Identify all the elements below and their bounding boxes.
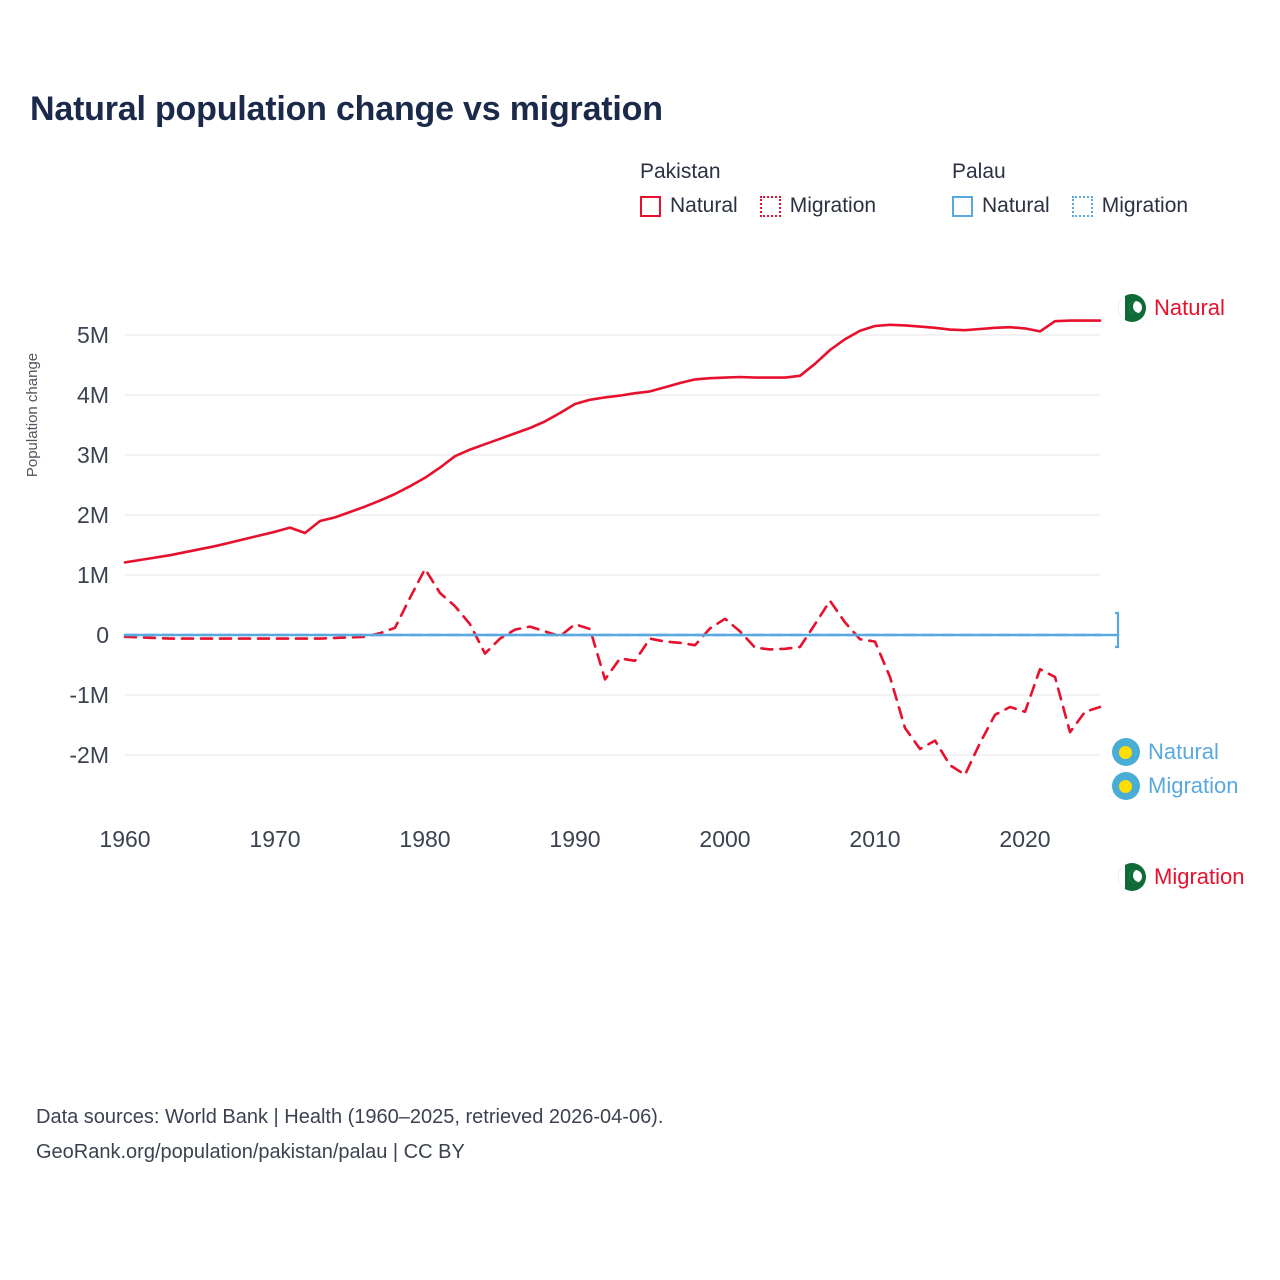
legend-item-pakistan-natural[interactable] (640, 194, 738, 218)
y-tick-label: -2M (69, 742, 109, 768)
legend-item-palau-natural[interactable] (952, 194, 1050, 218)
legend-group-title: Pakistan (640, 160, 721, 183)
legend-group-title: Palau (952, 160, 1006, 183)
footer-line-attribution: GeoRank.org/population/pakistan/palau | CC BY (36, 1141, 465, 1163)
x-tick-label: 1990 (549, 826, 601, 852)
footer (36, 1100, 663, 1170)
series-line (125, 321, 1100, 563)
x-tick-label: 1970 (249, 826, 301, 852)
y-axis-title: Population change (24, 352, 41, 478)
page-title: Natural population change vs migration (30, 90, 663, 128)
x-tick-label: 1980 (399, 826, 451, 852)
legend-item-palau-migration[interactable] (1072, 194, 1188, 218)
legend-group-pakistan (640, 160, 952, 218)
chart-legend (640, 160, 1260, 218)
plot-area (0, 260, 1280, 1050)
flag-pakistan-icon (1118, 294, 1146, 322)
footer-line-sources: Data sources: World Bank | Health (1960–2025, retrieved 2026-04-06). (36, 1106, 664, 1128)
series-line (125, 569, 1100, 775)
chart-canvas (0, 260, 1280, 1050)
x-tick-label: 1960 (99, 826, 151, 852)
legend-item-label: Migration (789, 194, 877, 217)
end-label-text: Migration (1154, 864, 1245, 889)
flag-palau-icon (1112, 772, 1140, 800)
flag-pakistan-icon (1118, 863, 1146, 891)
end-label-palau-migration (1112, 772, 1238, 800)
y-tick-label: 4M (77, 382, 109, 408)
legend-item-label: Natural (982, 194, 1050, 217)
legend-swatch-solid-icon (952, 196, 973, 217)
label-connector (1100, 613, 1118, 635)
legend-swatch-dotted-icon (1072, 196, 1093, 217)
y-tick-label: 1M (77, 562, 109, 588)
y-tick-label: -1M (69, 682, 109, 708)
y-tick-label: 5M (77, 322, 109, 348)
x-tick-label: 2020 (999, 826, 1051, 852)
end-label-pakistan-migration (1118, 863, 1244, 891)
x-tick-label: 2010 (849, 826, 901, 852)
y-tick-label: 2M (77, 502, 109, 528)
flag-palau-icon (1112, 738, 1140, 766)
end-label-pakistan-natural (1118, 294, 1225, 322)
end-label-palau-natural (1112, 738, 1219, 766)
legend-swatch-dotted-icon (760, 196, 781, 217)
legend-item-label: Natural (670, 194, 738, 217)
x-tick-label: 2000 (699, 826, 751, 852)
end-label-text: Natural (1148, 739, 1219, 764)
legend-item-pakistan-migration[interactable] (760, 194, 876, 218)
label-connector (1100, 635, 1118, 647)
y-tick-label: 0 (96, 622, 109, 648)
end-label-text: Migration (1148, 773, 1239, 798)
legend-swatch-solid-icon (640, 196, 661, 217)
end-label-text: Natural (1154, 295, 1225, 320)
y-tick-label: 3M (77, 442, 109, 468)
legend-item-label: Migration (1101, 194, 1189, 217)
legend-group-palau (952, 160, 1252, 218)
